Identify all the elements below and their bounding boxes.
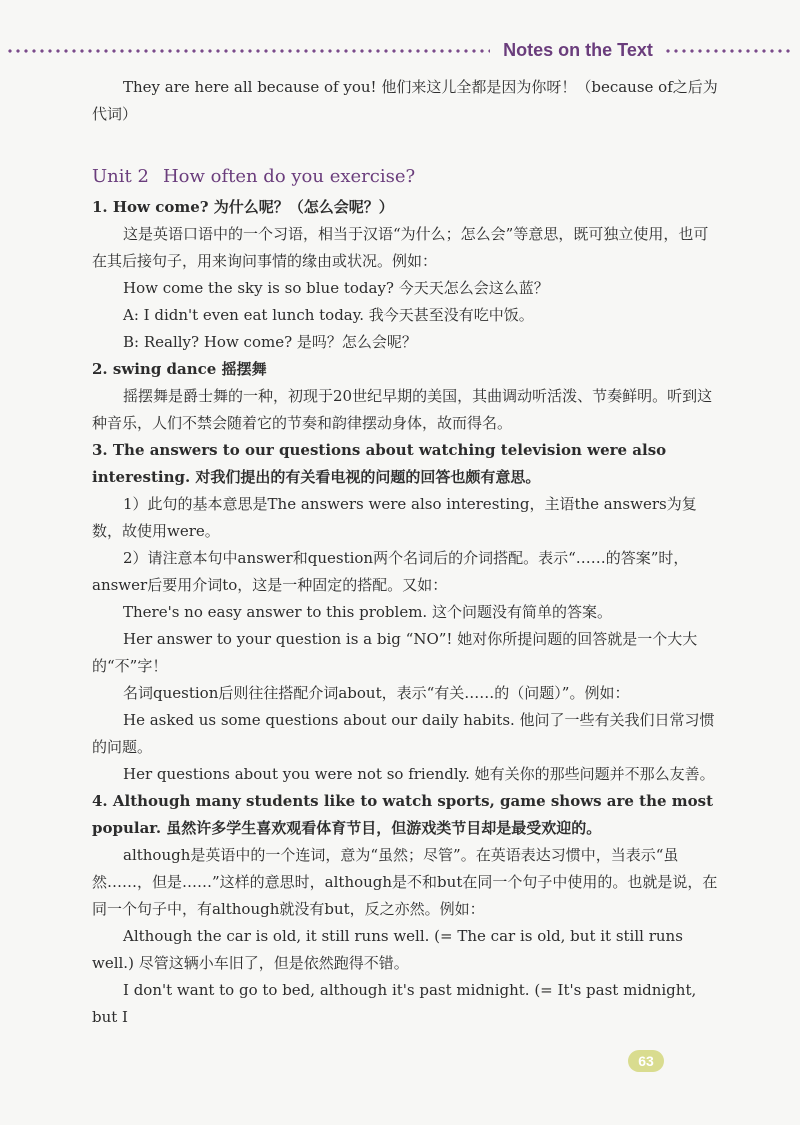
note-1-example-2: A: I didn't even eat lunch today. 我今天甚至没有吃中饭。 [123,306,534,324]
note-3-point-3: 名词question后则往往搭配介词about，表示“有关……的（问题）”。例如： [123,684,630,702]
note-2-heading: 2. swing dance 摇摆舞 [92,360,267,378]
note-3-example-3: He asked us some questions about our daily habits. 他问了一些有关我们日常习惯的问题。 [92,711,715,756]
note-3-example-1: There's no easy answer to this problem. 这个问题没有简单的答案。 [123,603,612,621]
spacer [92,128,722,162]
running-header [0,38,800,62]
note-3-example-4: Her questions about you were not so friendly. 她有关你的那些问题并不那么友善。 [123,765,715,783]
note-3-point-2: 2）请注意本句中answer和question两个名词后的介词搭配。表示“……的答案”时，answer后要用介词to，这是一种固定的搭配。又如： [92,549,689,594]
page-number-badge: 63 [628,1050,664,1072]
header-title: Notes on the Text [503,40,653,60]
note-3-heading: 3. The answers to our questions about watching television were also interesting. 对我们提出的有关看电视的问题的回答也颇有意思。 [92,441,667,486]
note-4-example-2: I don't want to go to bed, although it's past midnight. (= It's past midnight, but I [92,981,697,1026]
unit-title: How often do you exercise? [162,166,416,187]
note-4-explanation: although是英语中的一个连词，意为“虽然；尽管”。在英语表达习惯中，当表示“虽然……，但是……”这样的意思时，although是不和but在同一个句子中使用的。也就是说，在同一个句子中，有although就没有but，反之亦然。例如： [92,846,718,918]
note-1-example-3: B: Really? How come? 是吗？怎么会呢？ [123,333,417,351]
note-1-explanation: 这是英语口语中的一个习语，相当于汉语“为什么；怎么会”等意思，既可独立使用，也可在其后接句子，用来询问事情的缘由或状况。例如： [92,225,709,270]
note-1-heading: 1. How come? 为什么呢？（怎么会呢？） [92,198,394,216]
note-4-heading: 4. Although many students like to watch sports, game shows are the most popular. 虽然许多学生喜欢观看体育节目，但游戏类节目却是最受欢迎的。 [92,792,714,837]
note-4-example-1: Although the car is old, it still runs well. (= The car is old, but it still runs well.) 尽管这辆小车旧了，但是依然跑得不错。 [92,927,683,972]
note-3-point-1: 1）此句的基本意思是The answers were also interesting，主语the answers为复数，故使用were。 [92,495,697,540]
note-1-example-1: How come the sky is so blue today? 今天天怎么会这么蓝？ [123,279,549,297]
note-3-example-2: Her answer to your question is a big “NO”! 她对你所提问题的回答就是一个大大的“不”字！ [92,630,698,675]
intro-example: They are here all because of you! 他们来这儿全都是因为你呀！（because of之后为代词） [92,78,718,123]
header-dotted-rule-left [6,49,490,53]
page-content [92,74,722,1031]
unit-heading [92,162,722,192]
header-dotted-rule-right [664,49,794,53]
note-2-explanation: 摇摆舞是爵士舞的一种，初现于20世纪早期的美国，其曲调动听活泼、节奏鲜明。听到这种音乐，人们不禁会随着它的节奏和韵律摆动身体，故而得名。 [92,387,713,432]
unit-number: Unit 2 [92,166,149,187]
